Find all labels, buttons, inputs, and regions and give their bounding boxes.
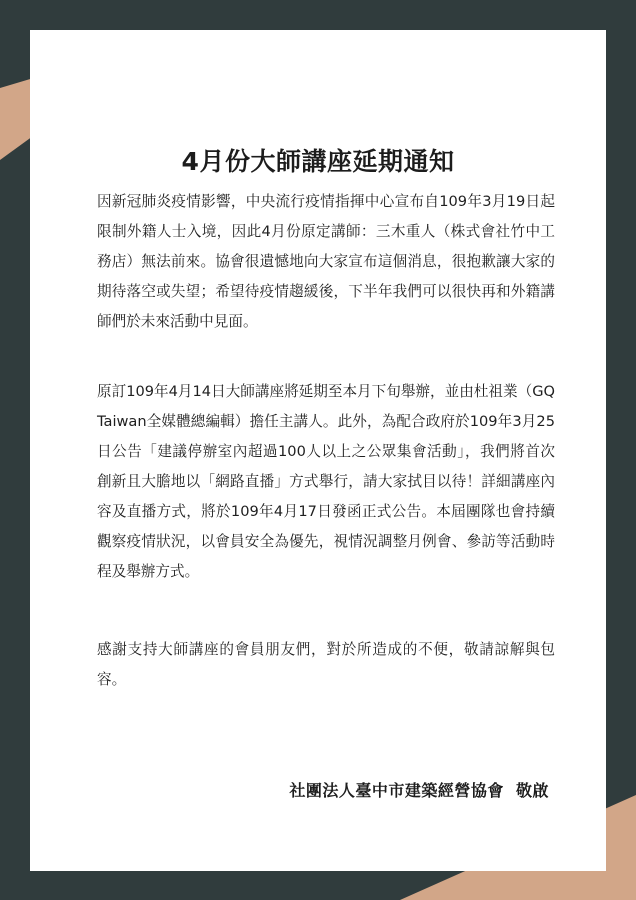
paragraph-thanks: 感謝支持大師講座的會員朋友們，對於所造成的不便，敬請諒解與包容。 [97,641,555,688]
signature: 社團法人臺中市建築經營協會 敬啟 [289,781,549,800]
notice-card [30,30,606,871]
paragraph-postponement-details: 原訂109年4月14日大師講座將延期至本月下旬舉辦，並由杜祖業（GQ Taiwan全媒體總編輯）擔任主講人。此外，為配合政府於109年3月25日公告「建議停辦室內超過100人以上之公眾集會活動」，我們將首次創新且大膽地以「網路直播」方式舉行，請大家拭目以待！詳細講座內容及直播方式，將於109年4月17日發函正式公告。本屆團隊也會持續觀察疫情狀況，以會員安全為優先，視情況調整月例會、參訪等活動時程及舉辦方式。 [97,383,555,580]
paragraph-entry-restriction: 因新冠肺炎疫情影響，中央流行疫情指揮中心宣布自109年3月19日起限制外籍人士入境，因此4月份原定講師：三木重人（株式會社竹中工務店）無法前來。協會很遺憾地向大家宣布這個消息，很抱歉讓大家的期待落空或失望；希望待疫情趨緩後，下半年我們可以很快再和外籍講師們於未來活動中見面。 [97,193,555,330]
notice-title: 4月份大師講座延期通知 [181,147,455,176]
